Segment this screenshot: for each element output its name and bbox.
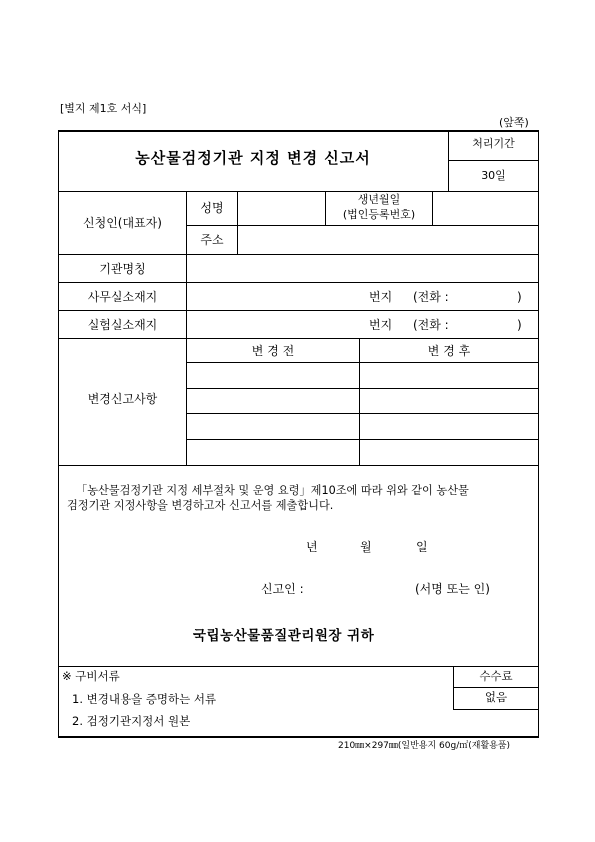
required-document-1: 1. 변경내용을 증명하는 서류 [72,692,217,706]
fee-value: 없음 [484,690,508,704]
lab-address-field[interactable] [188,312,358,336]
office-phone-field[interactable] [458,284,514,308]
after-change-field-3[interactable] [361,415,536,438]
processing-period-value: 30일 [481,169,506,182]
lab-lot-label: 번지 [369,318,393,332]
month-label: 월 [360,540,372,554]
before-change-field-3[interactable] [188,415,358,438]
office-lot-label: 번지 [369,290,393,304]
table-border-bottom [58,736,539,738]
table-border-right [538,130,539,738]
statement-line-1: 「농산물검정기관 지정 세부절차 및 운영 요령」제10조에 따라 위와 같이 농산물 [76,484,469,497]
lab-phone-field[interactable] [458,312,514,336]
reporter-label: 신고인 : [261,582,304,596]
office-location-label: 사무실소재지 [87,290,158,304]
address-label: 주소 [200,233,224,247]
signature-label: (서명 또는 인) [415,582,490,596]
after-change-field-1[interactable] [361,364,536,387]
address-field[interactable] [239,227,536,252]
applicant-label: 신청인(대표자) [83,216,162,230]
statement-line-2: 검정기관 지정사항을 변경하고자 신고서를 제출합니다. [67,499,334,512]
paper-spec-footer: 210㎜×297㎜(일반용지 60g/㎡(재활용품) [338,741,511,751]
before-change-header: 변 경 전 [251,344,295,358]
year-field[interactable] [262,537,302,555]
office-phone-close: ) [517,290,522,304]
addressee: 국립농산물품질관리원장 귀하 [193,628,375,644]
processing-period-label: 처리기간 [472,137,515,150]
required-documents-title: ※ 구비서류 [62,669,120,683]
page-side-label: (앞쪽) [499,116,529,129]
lab-location-label: 실험실소재지 [87,318,158,332]
agency-name-field[interactable] [188,256,536,280]
lab-phone-close: ) [517,318,522,332]
lab-phone-label: (전화 : [413,318,449,332]
before-change-field-2[interactable] [188,390,358,412]
office-phone-label: (전화 : [413,290,449,304]
fee-label: 수수료 [479,669,513,683]
form-number: [별지 제1호 서식] [60,102,147,115]
after-change-header: 변 경 후 [427,344,471,358]
after-change-field-4[interactable] [361,441,536,464]
before-change-field-1[interactable] [188,364,358,387]
birth-label: 생년월일 [357,193,401,206]
office-address-field[interactable] [188,284,358,308]
agency-name-label: 기관명칭 [99,262,146,276]
year-label: 년 [306,540,318,554]
required-document-2: 2. 검정기관지정서 원본 [72,714,191,728]
month-field[interactable] [322,537,356,555]
table-border-top [58,130,539,132]
birth-field[interactable] [434,193,536,223]
before-change-field-4[interactable] [188,441,358,464]
name-field[interactable] [239,193,323,223]
after-change-field-2[interactable] [361,390,536,412]
day-label: 일 [416,540,428,554]
form-title: 농산물검정기관 지정 변경 신고서 [135,149,371,167]
corporate-number-label: (법인등록번호) [342,208,416,221]
reporter-name-field[interactable] [318,578,408,598]
name-label: 성명 [200,201,224,215]
day-field[interactable] [376,537,412,555]
change-items-label: 변경신고사항 [87,392,158,406]
